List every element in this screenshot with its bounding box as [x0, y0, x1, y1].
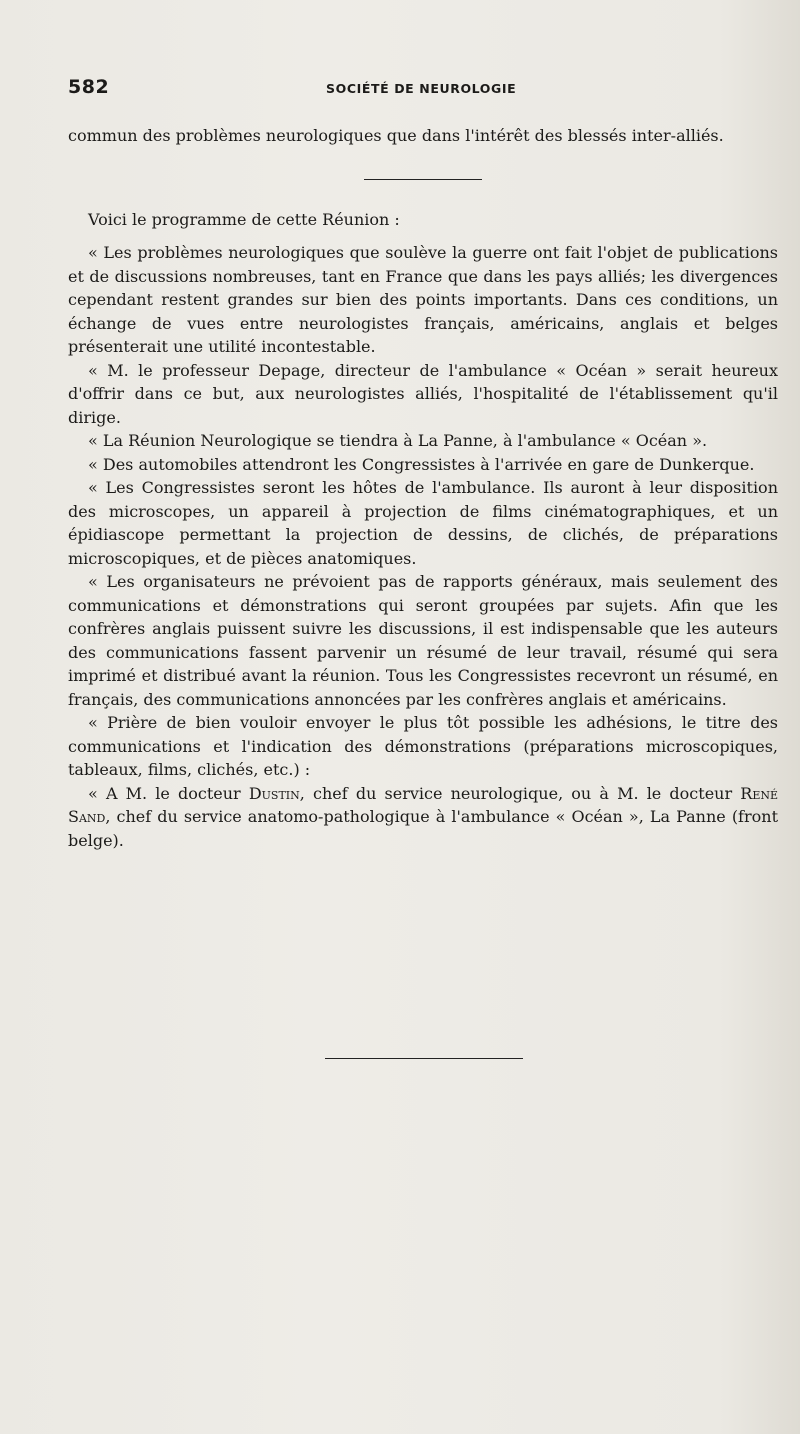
paragraph-continuation: commun des problèmes neurologiques que dans l'intérêt des blessés inter-alliés.: [68, 126, 724, 145]
paragraph-problems: « Les problèmes neurologiques que soulève la guerre ont fait l'objet de publications et de discussions nombreuses, tant en France que dans les pays alliés; les divergences cependant restent grandes sur bien des points importants. Dans ces conditions, un échange de vues entre neurologistes français, américains, anglais et belges présenterait une utilité incontestable.: [68, 243, 778, 356]
paragraph-hosts: « Les Congressistes seront les hôtes de l'ambulance. Ils auront à leur disposition des microscopes, un appareil à projection de films cinématographiques, et un épidiascope permettant la projection de dessins, de clichés, de préparations microscopiques, et de pièces anatomiques.: [68, 478, 778, 568]
contacts-text-start: « A M. le docteur: [88, 783, 249, 803]
running-title: SOCIÉTÉ DE NEUROLOGIE: [326, 81, 517, 96]
page-number: 582: [68, 76, 110, 98]
paragraph-organizers: « Les organisateurs ne prévoient pas de rapports généraux, mais seulement des communications et démonstrations qui seront groupées par sujets. Afin que les confrères anglais puissent suivre les discussions, il est indispensable que les auteurs des communications fassent parvenir un résumé de leur travail, résumé qui sera imprimé et distribué avant la réunion. Tous les Congressistes recevront un résumé, en français, des communications annoncées par les confrères anglais et américains.: [68, 572, 778, 709]
paragraph-automobiles: « Des automobiles attendront les Congressistes à l'arrivée en gare de Dunkerque.: [88, 454, 755, 474]
body-text: [68, 124, 778, 852]
section-gap: [68, 148, 778, 208]
contacts-text-middle: , chef du service neurologique, ou à M. le docteur: [299, 783, 741, 803]
name-rene-sand: René Sand: [68, 783, 778, 826]
paragraph-contacts: [68, 782, 778, 853]
name-dustin: Dustin: [248, 783, 300, 803]
paragraph-location: « La Réunion Neurologique se tiendra à La Panne, à l'ambulance « Océan ».: [88, 431, 708, 450]
page-header: [68, 76, 778, 102]
separator-rule-bottom: [325, 1058, 523, 1059]
paragraph-program-intro: Voici le programme de cette Réunion :: [88, 209, 400, 229]
paragraph-adhesions: « Prière de bien vouloir envoyer le plus tôt possible les adhésions, le titre des communications et l'indication des démonstrations (préparations microscopiques, tableaux, films, clichés, etc.) :: [68, 713, 778, 779]
paragraph-depage: « M. le professeur Depage, directeur de l'ambulance « Océan » serait heureux d'offrir dans ce but, aux neurologistes alliés, l'hospitalité de l'établissement qu'il dirige.: [68, 360, 778, 427]
contacts-text-end: , chef du service anatomo-pathologique à l'ambulance « Océan », La Panne (front belge).: [68, 807, 778, 850]
